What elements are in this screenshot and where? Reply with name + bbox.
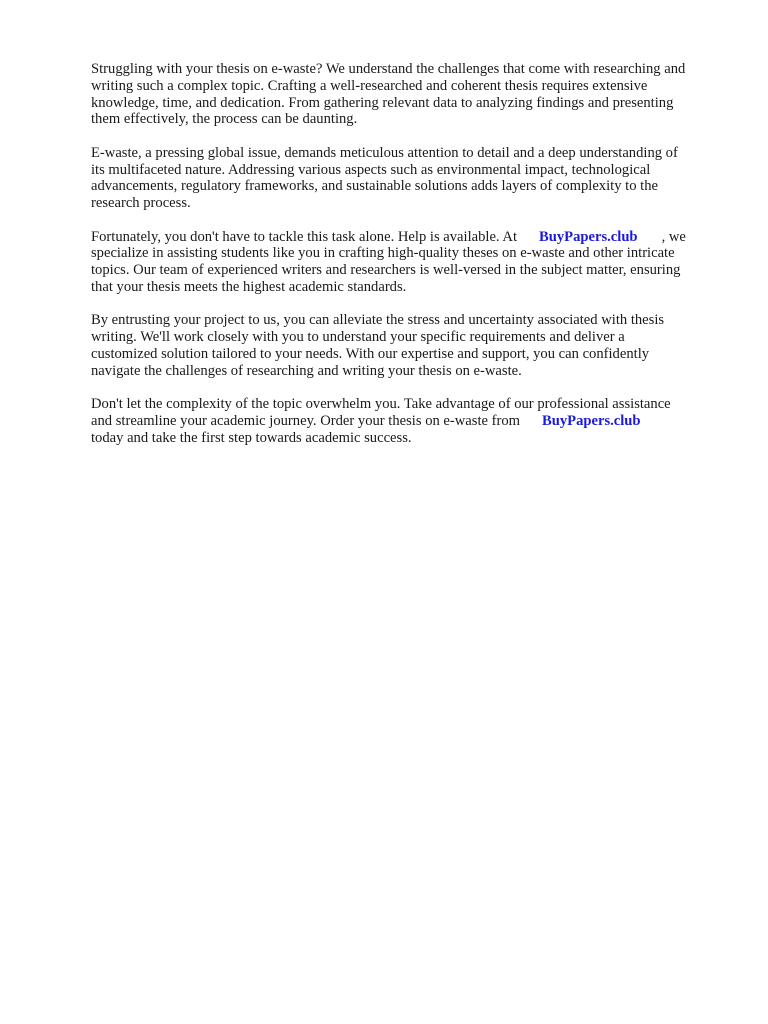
- paragraph-service-text-before: Fortunately, you don't have to tackle this task alone. Help is available. At: [91, 228, 518, 245]
- buypapers-link[interactable]: BuyPapers.club: [539, 228, 638, 245]
- paragraph-service: [91, 229, 731, 296]
- buypapers-link-cta[interactable]: BuyPapers.club: [542, 412, 641, 429]
- paragraph-call-to-action: [91, 396, 731, 446]
- paragraph-ewaste-issue: E-waste, a pressing global issue, demands meticulous attention to detail and a deep understanding of its multifaceted nature. Addressing various aspects such as environmental impact, technological advancements, regulatory frameworks, and sustainable solutions adds layers of complexity to the research process.: [91, 144, 678, 212]
- paragraph-cta-text-after: today and take the first step towards academic success.: [91, 429, 412, 446]
- document-page: [91, 61, 731, 463]
- paragraph-trust: By entrusting your project to us, you can alleviate the stress and uncertainty associated with thesis writing. We'll work closely with you to understand your specific requirements and deliver a customized solution tailored to your needs. With our expertise and support, you can confidently navigate the challenges of researching and writing your thesis on e-waste.: [91, 312, 665, 379]
- paragraph-service-text-after: , we specialize in assisting students like you in crafting high-quality theses on e-waste and other intricate topics. Our team of experienced writers and researchers is well-versed in the subject matter, ensuring that your thesis meets the highest academic standards.: [91, 228, 686, 295]
- paragraph-intro: Struggling with your thesis on e-waste? We understand the challenges that come with researching and writing such a complex topic. Crafting a well-researched and coherent thesis requires extensive knowledge, time, and dedication. From gathering relevant data to analyzing findings and presenting them effectively, the process can be daunting.: [91, 61, 686, 128]
- paragraph-cta-text-before: Don't let the complexity of the topic overwhelm you. Take advantage of our professional assistance and streamline your academic journey. Order your thesis on e-waste from: [91, 396, 671, 429]
